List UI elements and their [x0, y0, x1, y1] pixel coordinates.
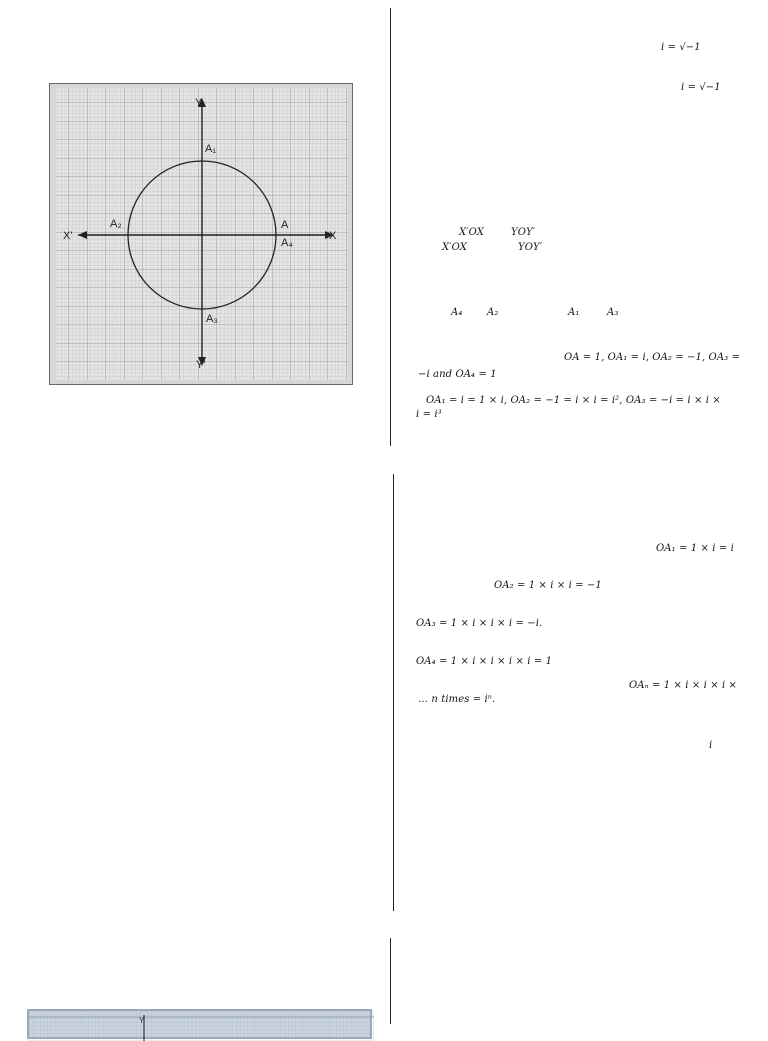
axis-name-yoy-1: YOY′ — [511, 227, 536, 238]
equation-line-1: OA = 1, OA₁ = i, OA₂ = −1, OA₃ = — [564, 352, 741, 363]
i-definition-2: i = √−1 — [681, 82, 721, 93]
equation-oa3: OA₃ = 1 × i × i × i = −i. — [416, 618, 543, 629]
point-label-a: A — [281, 219, 289, 231]
axis-name-xox-2: X′OX — [442, 242, 467, 253]
argand-diagram-figure — [49, 83, 353, 385]
column-divider-top — [390, 8, 391, 446]
second-figure-partial — [27, 1009, 372, 1039]
axis-label-y-top: Y — [195, 97, 203, 109]
axis-label-x-left: X' — [63, 230, 73, 242]
axis-name-yoy-2: YOY′ — [518, 242, 543, 253]
point-name-a4: A₄ — [451, 307, 463, 318]
point-name-a3: A₃ — [607, 307, 619, 318]
equation-line-3: OA₁ = i = 1 × i, OA₂ = −1 = i × i = i², OA₃ = −i = i × i × — [426, 395, 721, 406]
equation-oa2: OA₂ = 1 × i × i = −1 — [494, 580, 602, 591]
point-name-a2: A₂ — [487, 307, 499, 318]
lone-i-symbol: i — [709, 740, 713, 751]
i-definition-1: i = √−1 — [661, 42, 701, 53]
point-name-a1: A₁ — [568, 307, 580, 318]
axis-label-x-right: X — [329, 230, 337, 242]
axis-name-xox-1: X′OX — [459, 227, 484, 238]
point-label-a3: A₃ — [206, 313, 218, 325]
bottom-axis-label-y: Y — [139, 1016, 145, 1025]
point-label-a4: A₄ — [281, 237, 293, 249]
equation-line-4: i = i³ — [416, 409, 442, 420]
point-label-a2: A₂ — [110, 218, 122, 230]
equation-oa1: OA₁ = 1 × i = i — [656, 543, 734, 554]
point-label-a1: A₁ — [205, 143, 217, 155]
equation-line-2: −i and OA₄ = 1 — [418, 369, 497, 380]
equation-oa4: OA₄ = 1 × i × i × i × i = 1 — [416, 656, 553, 667]
equation-oan-line-1: OAₙ = 1 × i × i × i × — [629, 680, 738, 691]
column-divider-middle — [393, 474, 394, 911]
axis-label-y-bottom: Y' — [196, 359, 206, 371]
equation-oan-line-2: … n times = iⁿ. — [418, 694, 496, 705]
column-divider-bottom — [390, 938, 391, 1024]
